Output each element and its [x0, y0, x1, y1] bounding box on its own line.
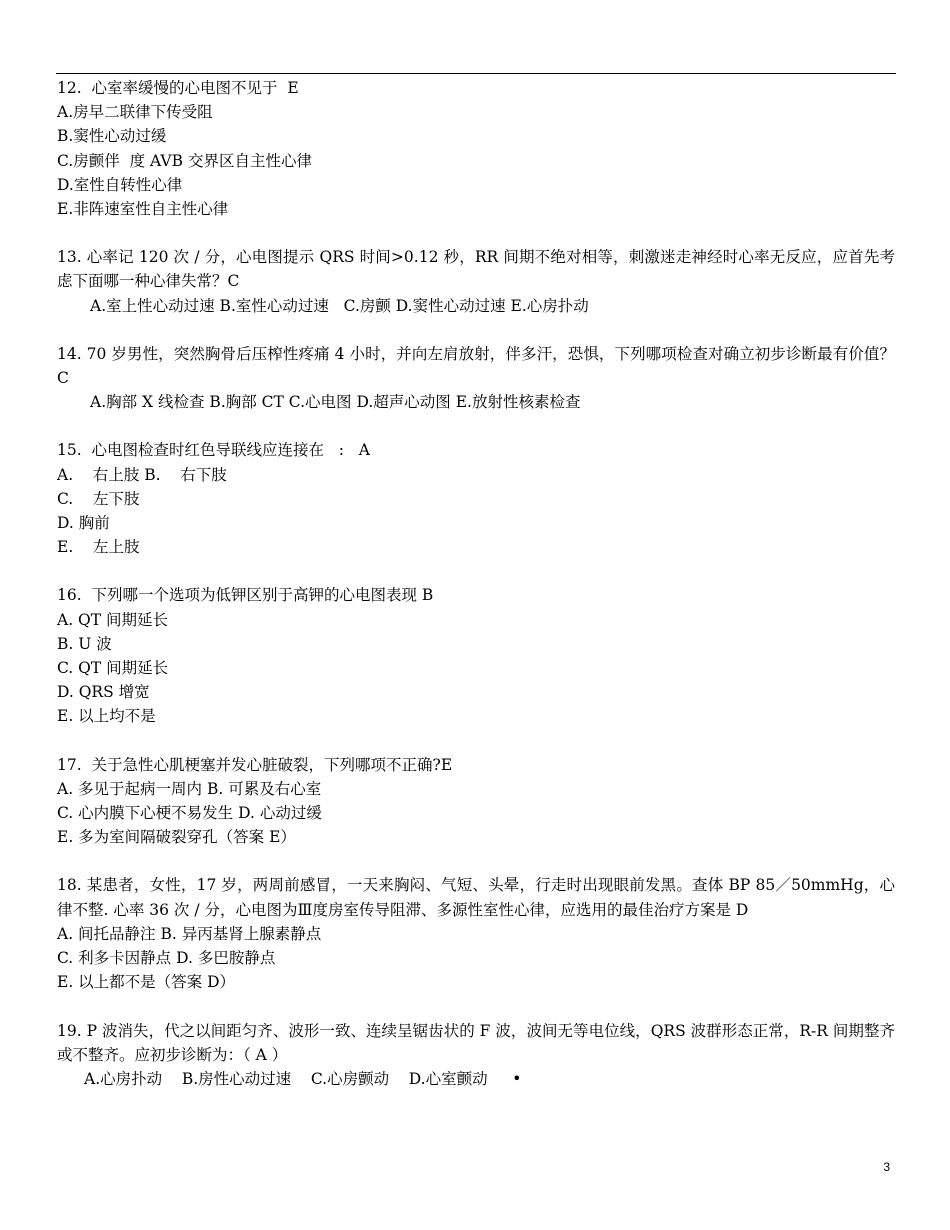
question-stem: 17. 关于急性心肌梗塞并发心脏破裂，下列哪项不正确?E — [57, 755, 453, 774]
option-e: E. 多为室间隔破裂穿孔（答案 E） — [57, 828, 296, 847]
option-c: C.房颤伴 度 AVB 交界区自主性心律 — [57, 151, 312, 170]
question-stem: 15. 心电图检查时红色导联线应连接在 : A — [57, 441, 370, 460]
header-rule — [56, 73, 896, 74]
option-a: A.房早二联律下传受阻 — [57, 103, 213, 122]
question-18 — [57, 873, 895, 994]
option-e: E. 左上肢 — [57, 538, 140, 557]
question-16 — [57, 583, 895, 728]
question-stem: 14. 70 岁男性，突然胸骨后压榨性疼痛 4 小时，并向左肩放射，伴多汗，恐惧，下列哪项检查对确立初步诊断最有价值？C — [57, 344, 895, 388]
option-e: E.非阵速室性自主性心律 — [57, 200, 229, 219]
question-17 — [57, 753, 895, 850]
option-ab: A. 右上肢 B. 右下肢 — [57, 465, 227, 484]
options-inline: A.心房扑动 B.房性心动过速 C.心房颤动 D.心室颤动 • — [84, 1069, 522, 1088]
option-d: D.室性自转性心律 — [57, 175, 183, 194]
page-number: 3 — [883, 1160, 890, 1174]
document-body — [57, 76, 895, 1115]
option-e: E. 以上都不是（答案 D） — [57, 973, 236, 992]
option-b: B.窦性心动过缓 — [57, 127, 167, 146]
option-a: A. QT 间期延长 — [57, 610, 169, 629]
options-inline: A.胸部 X 线检查 B.胸部 CT C.心电图 D.超声心动图 E.放射性核素检查 — [90, 393, 581, 412]
question-stem: 19. P 波消失，代之以间距匀齐、波形一致、连续呈锯齿状的 F 波，波间无等电位线，QRS 波群形态正常，R-R 间期整齐或不整齐。应初步诊断为：（ A ） — [57, 1021, 895, 1064]
question-14 — [57, 342, 895, 415]
option-ab: A. 多见于起病一周内 B. 可累及右心室 — [57, 779, 322, 798]
option-cd: C. 心内膜下心梗不易发生 D. 心动过缓 — [57, 804, 322, 823]
option-c: C. 左下肢 — [57, 489, 140, 508]
option-b: B. U 波 — [57, 634, 112, 653]
question-13 — [57, 245, 895, 318]
option-c: C. QT 间期延长 — [57, 659, 169, 678]
question-stem: 12. 心室率缓慢的心电图不见于 E — [57, 79, 299, 97]
option-ab: A. 间托品静注 B. 异丙基肾上腺素静点 — [57, 924, 322, 943]
option-d: D. 胸前 — [57, 514, 110, 533]
question-19 — [57, 1019, 895, 1092]
options-inline: A.室上性心动过速 B.室性心动过速 C.房颤 D.窦性心动过速 E.心房扑动 — [90, 296, 589, 315]
option-cd: C. 利多卡因静点 D. 多巴胺静点 — [57, 949, 276, 968]
question-stem: 16. 下列哪一个选项为低钾区别于高钾的心电图表现 B — [57, 586, 434, 605]
question-stem: 18. 某患者，女性，17 岁，两周前感冒，一天来胸闷、气短、头晕，行走时出现眼前发黑。查体 BP 85／50mmHg，心律不整. 心率 36 次 / 分，心电图为Ⅲ度房室传导阻滞、多源性室性心律，应选用的最佳治疗方案是 D — [57, 876, 895, 919]
option-d: D. QRS 增宽 — [57, 683, 150, 702]
question-15 — [57, 438, 895, 559]
question-stem: 13. 心率记 120 次 / 分，心电图提示 QRS 时间>0.12 秒，RR 间期不绝对相等，刺激迷走神经时心率无反应，应首先考虑下面哪一种心律失常？C — [57, 248, 895, 291]
option-e: E. 以上均不是 — [57, 707, 156, 726]
question-12 — [57, 76, 895, 221]
